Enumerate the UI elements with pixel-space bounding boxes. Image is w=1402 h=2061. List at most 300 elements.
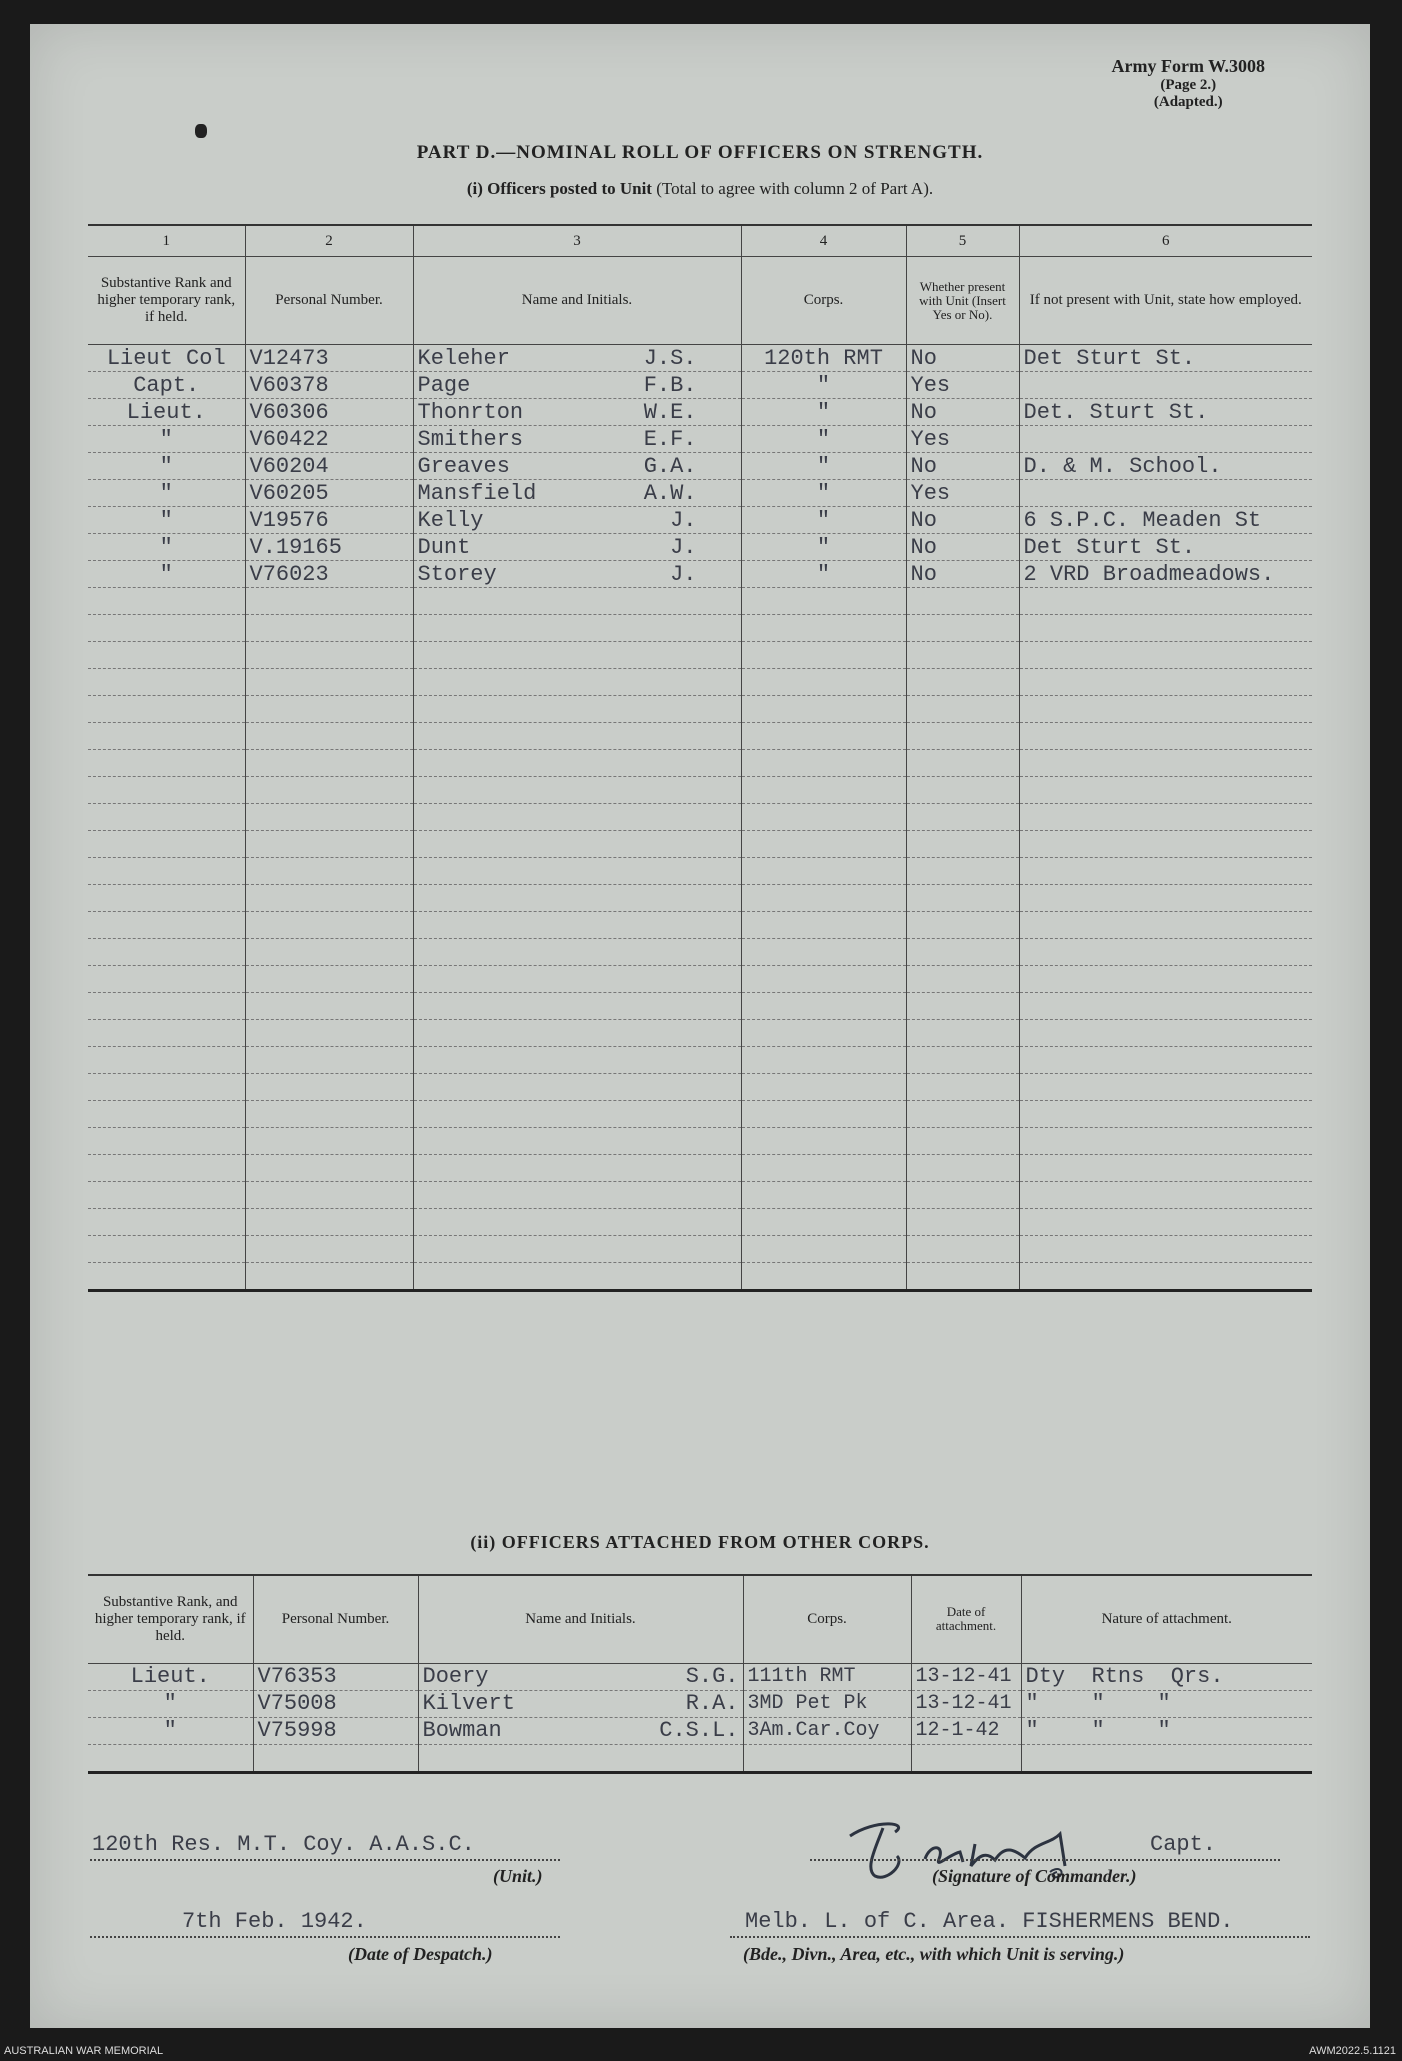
corps-cell: " [741,561,906,588]
personal-number-cell [245,642,413,669]
surname: Mansfield [417,480,537,506]
personal-number-cell: V.19165 [245,534,413,561]
table-row [88,1744,1312,1772]
rank-cell [88,858,245,885]
personal-number-cell: V60204 [245,453,413,480]
rank-cell [88,1744,253,1772]
present-cell [906,804,1019,831]
name-cell [413,1155,741,1182]
table-row [88,1209,1312,1236]
rank-cell [88,588,245,615]
table-row [88,804,1312,831]
commander-dotted-line [810,1859,1280,1861]
employed-cell [1019,426,1312,453]
present-cell [906,966,1019,993]
present-cell [906,723,1019,750]
nature-cell: " " " [1021,1717,1312,1744]
personal-number-cell [245,939,413,966]
name-cell [413,1020,741,1047]
name-cell [413,885,741,912]
employed-cell [1019,912,1312,939]
table-row [88,1690,1312,1717]
personal-number-cell [245,669,413,696]
column-header-corps: Corps. [741,257,906,345]
present-cell [906,642,1019,669]
corps-cell [741,993,906,1020]
rank-cell [88,1236,245,1263]
table-row [88,831,1312,858]
personal-number-cell [245,615,413,642]
personal-number-cell [245,858,413,885]
present-cell: No [906,345,1019,372]
present-cell [906,777,1019,804]
present-cell [906,1263,1019,1291]
part-d-subtitle [30,179,1370,199]
initials: J. [670,561,697,587]
surname: Smithers [417,426,524,452]
corps-cell [741,1101,906,1128]
name-cell [413,399,741,426]
name-cell [413,858,741,885]
name-cell [413,831,741,858]
table-row [88,1074,1312,1101]
rank-cell [88,1074,245,1101]
employed-cell [1019,669,1312,696]
column-header-name: Name and Initials. [413,257,741,345]
name-cell [413,1128,741,1155]
employed-cell [1019,723,1312,750]
despatch-date-value: 7th Feb. 1942. [182,1909,367,1934]
column-number: 1 [88,225,245,257]
date-cell: 13-12-41 [911,1663,1021,1690]
column-number: 6 [1019,225,1312,257]
date-cell: 13-12-41 [911,1690,1021,1717]
personal-number-cell: V60205 [245,480,413,507]
personal-number-cell: V76353 [253,1663,418,1690]
name-cell [413,561,741,588]
corps-cell [741,1209,906,1236]
column-number: 2 [245,225,413,257]
table-row [88,723,1312,750]
personal-number-cell: V75998 [253,1717,418,1744]
initials: S.G. [685,1664,739,1689]
present-cell: Yes [906,372,1019,399]
surname: Kelly [417,507,484,533]
name-initials-group [423,1664,739,1689]
present-cell [906,831,1019,858]
personal-number-cell: V12473 [245,345,413,372]
part-d-subtitle-rest: (Total to agree with column 2 of Part A). [651,179,934,198]
name-cell [413,426,741,453]
rank-cell: Lieut Col [88,345,245,372]
column-number-row [88,225,1312,257]
column-header-name: Name and Initials. [418,1575,743,1663]
employed-cell [1019,480,1312,507]
surname: Storey [417,561,497,587]
present-cell [906,993,1019,1020]
personal-number-cell [245,885,413,912]
personal-number-cell [245,1020,413,1047]
nature-cell: Dty Rtns Qrs. [1021,1663,1312,1690]
rank-cell [88,1128,245,1155]
corps-cell [741,804,906,831]
table-row [88,858,1312,885]
commander-rank-suffix: Capt. [1150,1832,1217,1857]
employed-cell [1019,1128,1312,1155]
name-initials-group [418,346,737,371]
corps-cell [741,1020,906,1047]
personal-number-cell [245,588,413,615]
rank-cell [88,1020,245,1047]
corps-cell: " [741,399,906,426]
name-cell [418,1717,743,1744]
table-row [88,1047,1312,1074]
name-cell [413,1047,741,1074]
column-header-number: Personal Number. [245,257,413,345]
name-cell [418,1744,743,1772]
present-cell [906,1128,1019,1155]
corps-cell [741,615,906,642]
corps-cell [741,723,906,750]
personal-number-cell: V76023 [245,561,413,588]
name-cell [413,1182,741,1209]
present-cell [906,669,1019,696]
personal-number-cell [245,1074,413,1101]
present-cell [906,858,1019,885]
area-value: Melb. L. of C. Area. FISHERMENS BEND. [745,1909,1234,1934]
unit-label: (Unit.) [493,1866,543,1886]
name-cell [413,939,741,966]
date-cell [911,1744,1021,1772]
initials: A.W. [643,480,697,506]
table-row [88,534,1312,561]
employed-cell [1019,804,1312,831]
table-row [88,939,1312,966]
rank-cell [88,804,245,831]
name-cell [418,1690,743,1717]
employed-cell [1019,1263,1312,1291]
rank-cell: " [88,534,245,561]
initials: E.F. [643,426,697,452]
name-initials-group [418,373,737,398]
corps-cell [741,1182,906,1209]
employed-cell [1019,1074,1312,1101]
punch-hole-mark [195,124,207,138]
corps-cell [741,966,906,993]
rank-cell [88,642,245,669]
name-initials-group [418,508,737,533]
corps-cell [741,642,906,669]
table-row [88,1182,1312,1209]
rank-cell [88,696,245,723]
rank-cell: " [88,1690,253,1717]
personal-number-cell [245,831,413,858]
present-cell [906,1074,1019,1101]
table-row [88,777,1312,804]
table-row [88,1101,1312,1128]
table-row [88,1236,1312,1263]
employed-cell [1019,1236,1312,1263]
present-cell [906,1236,1019,1263]
column-header-row [88,1575,1312,1663]
present-cell: No [906,399,1019,426]
table-row [88,345,1312,372]
column-header-employed: If not present with Unit, state how employed. [1019,257,1312,345]
rank-cell [88,912,245,939]
corps-cell [741,777,906,804]
date-cell: 12-1-42 [911,1717,1021,1744]
employed-cell [1019,939,1312,966]
personal-number-cell [245,1155,413,1182]
employed-cell [1019,858,1312,885]
table-row [88,669,1312,696]
rank-cell [88,966,245,993]
rank-cell: " [88,561,245,588]
name-cell [413,588,741,615]
employed-cell [1019,966,1312,993]
personal-number-cell [245,777,413,804]
archive-caption: AUSTRALIAN WAR MEMORIAL [4,2045,164,2057]
rank-cell [88,669,245,696]
present-cell: No [906,534,1019,561]
corps-cell [741,1155,906,1182]
personal-number-cell: V60306 [245,399,413,426]
corps-cell: " [741,507,906,534]
personal-number-cell [245,723,413,750]
form-adapted-note: (Adapted.) [1153,94,1223,110]
nature-cell: " " " [1021,1690,1312,1717]
name-cell [413,345,741,372]
commander-label: (Signature of Commander.) [932,1866,1137,1886]
surname: Kilvert [422,1691,515,1716]
part-d-subtitle-bold: (i) Officers posted to Unit [466,179,652,198]
initials: J.S. [643,345,697,371]
present-cell [906,696,1019,723]
archive-reference: AWM2022.5.1121 [1309,2045,1396,2057]
corps-cell [743,1744,911,1772]
part-d-title: PART D.—NOMINAL ROLL OF OFFICERS ON STRENGTH. [416,142,984,163]
area-dotted-line [730,1936,1310,1938]
name-cell [413,642,741,669]
surname: Page [417,372,471,398]
personal-number-cell [245,1047,413,1074]
surname: Doery [422,1664,489,1689]
table-row [88,885,1312,912]
personal-number-cell [245,804,413,831]
table-row [88,1263,1312,1291]
column-header-corps: Corps. [743,1575,911,1663]
surname: Bowman [422,1718,502,1743]
table-row [88,399,1312,426]
name-cell [418,1663,743,1690]
rank-cell [88,1263,245,1291]
column-header-nature: Nature of attachment. [1021,1575,1312,1663]
rank-cell: Lieut. [88,399,245,426]
name-cell [413,912,741,939]
employed-cell [1019,993,1312,1020]
column-header-row [88,257,1312,345]
table-row [88,696,1312,723]
table-row [88,507,1312,534]
rank-cell [88,831,245,858]
employed-cell: Det Sturt St. [1019,534,1312,561]
employed-cell [1019,831,1312,858]
initials: W.E. [643,399,697,425]
employed-cell [1019,642,1312,669]
column-header-date: Date of attachment. [911,1575,1021,1663]
name-initials-group [418,481,737,506]
rank-cell [88,993,245,1020]
employed-cell [1019,1101,1312,1128]
personal-number-cell [245,966,413,993]
table-row [88,1020,1312,1047]
corps-cell [741,858,906,885]
initials: J. [670,534,697,560]
name-cell [413,1074,741,1101]
corps-cell: 3MD Pet Pk [743,1690,911,1717]
corps-cell [741,750,906,777]
personal-number-cell: V60422 [245,426,413,453]
surname: Keleher [417,345,510,371]
corps-cell [741,1263,906,1291]
surname: Dunt [417,534,471,560]
present-cell [906,1155,1019,1182]
corps-cell [741,885,906,912]
present-cell: No [906,507,1019,534]
employed-cell: Det. Sturt St. [1019,399,1312,426]
personal-number-cell: V60378 [245,372,413,399]
table-row [88,453,1312,480]
personal-number-cell [253,1744,418,1772]
rank-cell [88,1101,245,1128]
rank-cell [88,885,245,912]
corps-cell [741,1128,906,1155]
present-cell [906,1182,1019,1209]
rank-cell: Lieut. [88,1663,253,1690]
table-row [88,372,1312,399]
column-number: 3 [413,225,741,257]
corps-cell: " [741,372,906,399]
initials: R.A. [685,1691,739,1716]
table-row [88,480,1312,507]
table-row [88,615,1312,642]
rank-cell [88,939,245,966]
column-header-present: Whether present with Unit (Insert Yes or No). [906,257,1019,345]
name-initials-group [418,562,737,587]
column-number: 5 [906,225,1019,257]
name-cell [413,615,741,642]
name-cell [413,1236,741,1263]
name-cell [413,723,741,750]
personal-number-cell [245,1209,413,1236]
rank-cell [88,1182,245,1209]
personal-number-cell [245,1236,413,1263]
corps-cell [741,831,906,858]
part-ii-title: (ii) OFFICERS ATTACHED FROM OTHER CORPS. [470,1532,930,1552]
unit-value: 120th Res. M.T. Coy. A.A.S.C. [92,1832,475,1857]
corps-cell [741,939,906,966]
employed-cell [1019,1020,1312,1047]
table-row [88,912,1312,939]
officers-attached-table [88,1574,1312,1774]
name-cell [413,966,741,993]
corps-cell: " [741,534,906,561]
personal-number-cell [245,1182,413,1209]
table-row [88,966,1312,993]
name-cell [413,993,741,1020]
employed-cell [1019,1182,1312,1209]
present-cell [906,939,1019,966]
table-row [88,750,1312,777]
corps-cell: 111th RMT [743,1663,911,1690]
present-cell: Yes [906,426,1019,453]
rank-cell: " [88,480,245,507]
corps-cell: " [741,426,906,453]
corps-cell [741,696,906,723]
table-row [88,642,1312,669]
employed-cell [1019,372,1312,399]
personal-number-cell [245,696,413,723]
name-cell [413,669,741,696]
employed-cell: 6 S.P.C. Meaden St [1019,507,1312,534]
employed-cell [1019,1155,1312,1182]
name-cell [413,372,741,399]
personal-number-cell: V19576 [245,507,413,534]
name-cell [413,1101,741,1128]
corps-cell [741,912,906,939]
corps-cell: " [741,453,906,480]
corps-cell [741,1236,906,1263]
personal-number-cell [245,750,413,777]
name-initials-group [423,1691,739,1716]
unit-dotted-line [90,1859,560,1861]
employed-cell [1019,1209,1312,1236]
table-row [88,426,1312,453]
despatch-dotted-line [90,1936,560,1938]
despatch-date-label: (Date of Despatch.) [348,1944,493,1964]
initials: G.A. [643,453,697,479]
personal-number-cell [245,1101,413,1128]
employed-cell [1019,696,1312,723]
employed-cell [1019,615,1312,642]
surname: Greaves [417,453,510,479]
rank-cell [88,777,245,804]
initials: F.B. [643,372,697,398]
name-initials-group [418,454,737,479]
corps-cell: 120th RMT [741,345,906,372]
table-row [88,993,1312,1020]
personal-number-cell [245,993,413,1020]
present-cell: No [906,453,1019,480]
name-cell [413,804,741,831]
column-header-number: Personal Number. [253,1575,418,1663]
name-cell [413,777,741,804]
personal-number-cell [245,1263,413,1291]
employed-cell [1019,885,1312,912]
rank-cell [88,723,245,750]
form-page-number: (Page 2.) [1160,77,1217,93]
table-row [88,561,1312,588]
corps-cell [741,1074,906,1101]
name-cell [413,453,741,480]
table-row [88,1717,1312,1744]
name-cell [413,1263,741,1291]
present-cell [906,1020,1019,1047]
present-cell: Yes [906,480,1019,507]
form-identifier [1112,56,1265,111]
employed-cell [1019,750,1312,777]
initials: J. [670,507,697,533]
